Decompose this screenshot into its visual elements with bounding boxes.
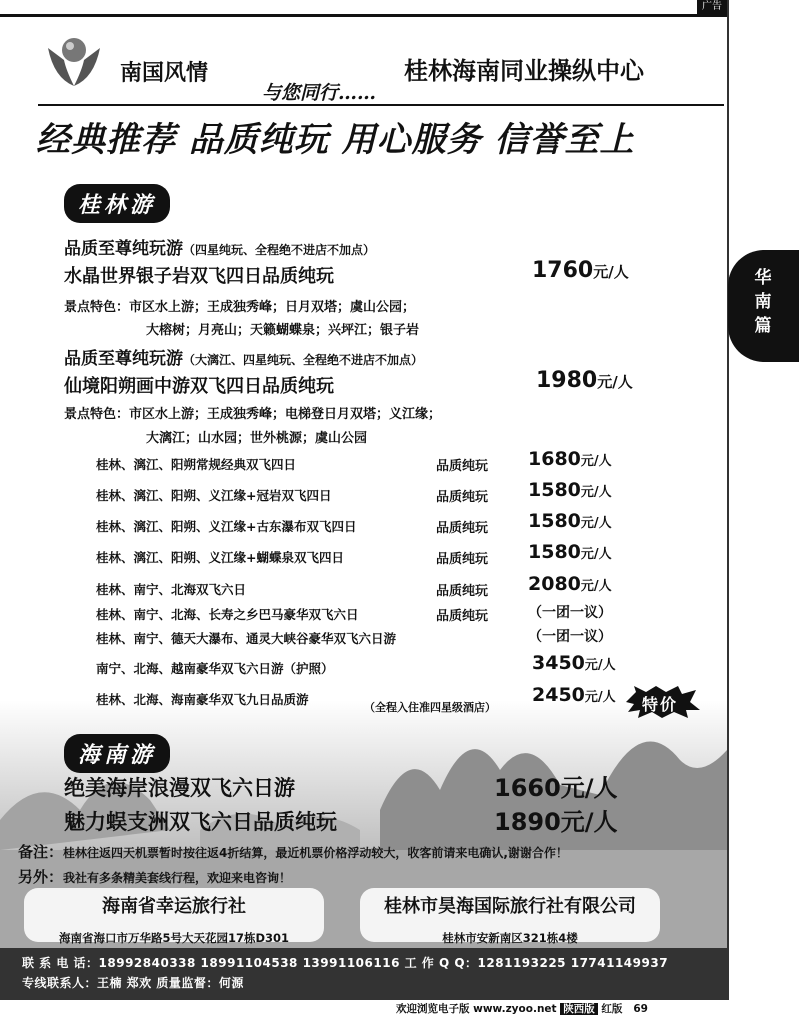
route-price (528, 541, 612, 563)
special-price-label: 特价 (642, 695, 679, 714)
footer-edition: 红版 (601, 1003, 623, 1015)
price-unit: 元/人 (580, 579, 612, 594)
right-border (727, 0, 729, 1000)
route-price (528, 573, 612, 595)
price-unit: 元/人 (580, 547, 612, 562)
price-value: 1680 (528, 448, 581, 470)
agency-card (360, 888, 660, 945)
price-unit: 元/人 (560, 774, 618, 802)
note-label: 备注： (18, 843, 64, 861)
header-rule (38, 104, 724, 106)
price-unit: 元/人 (580, 516, 612, 531)
price-unit: 元/人 (560, 808, 618, 836)
route-name: 桂林、漓江、阳朔常规经典双飞四日 (96, 457, 297, 472)
contact-persons: 专线联系人：王楠 郑欢 质量监督：何源 (22, 976, 244, 990)
brand-name: 南国风情 (120, 61, 209, 86)
side-tab (728, 250, 799, 362)
route-tag: 品质纯玩 (436, 490, 489, 505)
price-value: 1580 (528, 479, 581, 501)
hainan-product-name: 绝美海岸浪漫双飞六日游 (64, 776, 295, 800)
route-price (528, 626, 612, 646)
contact-phones: 联 系 电 话：18992840338 18991104538 13991106116 工 作 Q Q：1281193225 17741149937 (22, 956, 669, 970)
route-tag: 品质纯玩 (436, 521, 489, 536)
note-line (18, 866, 291, 887)
product-price (532, 258, 629, 283)
route-name: 桂林、漓江、阳朔、义江缘+冠岩双飞四日 (96, 488, 332, 503)
hotel-note: （全程入住准四星级酒店） (364, 701, 496, 714)
price-unit: 元/人 (584, 658, 616, 673)
price-value: 1890 (494, 808, 561, 836)
route-price (532, 684, 616, 706)
agency-card (24, 888, 324, 945)
price-unit: 元/人 (580, 454, 612, 469)
route-price (528, 448, 612, 470)
route-name: 桂林、北海、海南豪华双飞九日品质游 (96, 692, 309, 707)
price-unit: 元/人 (580, 485, 612, 500)
product-spots: 景点特色：市区水上游；王成独秀峰；电梯登日月双塔；义江缘； (64, 407, 442, 422)
price-value: 1660 (494, 774, 561, 802)
logo-icon (44, 34, 104, 90)
agency-address: 桂林市安新南区321栋4楼 (442, 931, 578, 945)
product-name: 仙境阳朔画中游双飞四日品质纯玩 (64, 376, 334, 397)
product-spots: 大漓江；山水园；世外桃源；虞山公园 (146, 431, 368, 446)
product-price (536, 368, 633, 393)
product-title (64, 344, 423, 369)
special-price-badge (626, 686, 700, 718)
ad-tag: 广告 (697, 0, 727, 14)
product-title (64, 234, 375, 259)
route-tag: 品质纯玩 (436, 609, 489, 624)
route-tag: 品质纯玩 (436, 552, 489, 567)
note-text: 桂林往返四天机票暂时按往返4折结算，最近机票价格浮动较大，收客前请来电确认,谢谢合作！ (63, 846, 568, 860)
section-badge-guilin: 桂林游 (64, 184, 170, 223)
note-line (18, 841, 568, 862)
route-price (528, 479, 612, 501)
route-price (528, 510, 612, 532)
route-name: 桂林、南宁、北海、长寿之乡巴马豪华双飞六日 (96, 607, 359, 622)
slogan: 与您同行…… (262, 82, 377, 104)
route-price (532, 652, 616, 674)
hainan-product-price (494, 768, 618, 803)
price-value: 1980 (536, 368, 598, 393)
contact-bar (0, 948, 727, 1000)
top-rule (0, 14, 727, 17)
route-tag: 品质纯玩 (436, 584, 489, 599)
price-unit: 元/人 (597, 373, 633, 391)
route-tag: 品质纯玩 (436, 459, 489, 474)
footer (396, 1001, 648, 1016)
price-value: 3450 (532, 652, 585, 674)
agency-name: 桂林市昊海国际旅行社有限公司 (384, 896, 636, 917)
note-label: 另外： (18, 868, 64, 886)
route-price (528, 602, 612, 622)
note-text: 我社有多条精美套线行程，欢迎来电咨询！ (63, 871, 292, 885)
route-name: 南宁、北海、越南豪华双飞六日游（护照） (96, 661, 334, 676)
price-value: 1580 (528, 510, 581, 532)
price-unit: 元/人 (584, 690, 616, 705)
footer-edition-box: 陕西版 (560, 1003, 598, 1015)
route-name: 桂林、漓江、阳朔、义江缘+古东瀑布双飞四日 (96, 519, 357, 534)
price-value: （一团一议） (528, 605, 612, 621)
product-spots: 景点特色：市区水上游；王成独秀峰；日月双塔；虞山公园； (64, 300, 416, 315)
route-name: 桂林、南宁、北海双飞六日 (96, 582, 247, 597)
hainan-product-name: 魅力蜈支洲双飞六日品质纯玩 (64, 810, 337, 834)
price-value: 1580 (528, 541, 581, 563)
product-title-text: 品质至尊纯玩游 (64, 349, 183, 369)
route-name: 桂林、南宁、德天大瀑布、通灵大峡谷豪华双飞六日游 (96, 631, 397, 646)
hainan-product-price (494, 802, 618, 837)
product-note: （四星纯玩、全程绝不进店不加点） (183, 243, 376, 257)
product-name: 水晶世界银子岩双飞四日品质纯玩 (64, 266, 334, 287)
product-note: （大漓江、四星纯玩、全程绝不进店不加点） (183, 353, 424, 367)
route-name: 桂林、漓江、阳朔、义江缘+蝴蝶泉双飞四日 (96, 550, 344, 565)
product-spots: 大榕树；月亮山；天籁蝴蝶泉；兴坪江；银子岩 (146, 323, 420, 338)
agency-address: 海南省海口市万华路5号大天花园17栋D301 (58, 931, 290, 945)
center-name: 桂林海南同业操纵中心 (404, 57, 644, 85)
price-value: （一团一议） (528, 629, 612, 645)
motto: 经典推荐 品质纯玩 用心服务 信誉至上 (36, 120, 635, 160)
price-unit: 元/人 (593, 263, 629, 281)
section-badge-hainan: 海南游 (64, 734, 170, 773)
footer-site: 欢迎浏览电子版 www.zyoo.net (396, 1003, 557, 1015)
page-number: 69 (633, 1003, 648, 1015)
price-value: 2450 (532, 684, 585, 706)
price-value: 2080 (528, 573, 581, 595)
side-tab-label: 华南篇 (754, 268, 772, 336)
product-title-text: 品质至尊纯玩游 (64, 239, 183, 259)
agency-name: 海南省幸运旅行社 (102, 896, 246, 917)
price-value: 1760 (532, 258, 594, 283)
